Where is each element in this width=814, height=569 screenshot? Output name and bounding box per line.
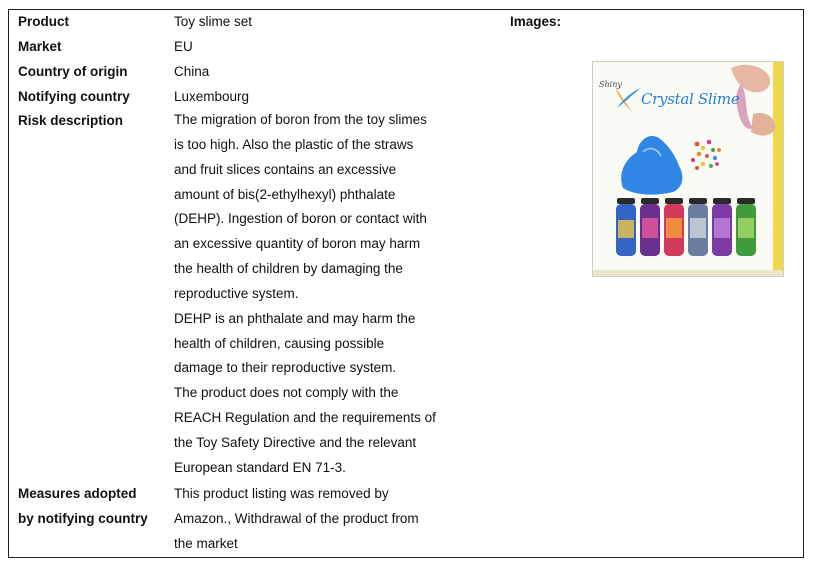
bottle-5 xyxy=(712,198,732,256)
bottle-3 xyxy=(664,198,684,256)
risk-line: REACH Regulation and the requirements of xyxy=(174,410,436,426)
bottle-2 xyxy=(640,198,660,256)
value-product: Toy slime set xyxy=(174,14,253,29)
box-edge-yellow xyxy=(773,62,784,277)
brand-logo-small: Shiny xyxy=(599,80,622,89)
box-bottom-edge xyxy=(593,270,784,277)
risk-line: damage to their reproductive system. xyxy=(174,360,397,376)
label-country-of-origin: Country of origin xyxy=(18,64,128,79)
measures-line: This product listing was removed by xyxy=(174,486,389,501)
risk-line: (DEHP). Ingestion of boron or contact with xyxy=(174,211,427,227)
label-measures-line: Measures adopted xyxy=(18,486,137,501)
risk-line: an excessive quantity of boron may harm xyxy=(174,236,421,252)
bottle-4 xyxy=(688,198,708,256)
risk-line: and fruit slices contains an excessive xyxy=(174,161,397,177)
risk-line: The migration of boron from the toy slimes xyxy=(174,112,427,127)
fruit-slices xyxy=(691,140,721,170)
risk-line: reproductive system. xyxy=(174,285,299,301)
label-product: Product xyxy=(18,14,70,29)
risk-description-text xyxy=(174,108,464,481)
risk-line: health of children, causing possible xyxy=(174,335,385,351)
images-label: Images: xyxy=(510,14,562,29)
label-notifying-country: Notifying country xyxy=(18,89,130,104)
brand-title: Crystal Slime xyxy=(641,90,740,108)
bottle-6 xyxy=(736,198,756,256)
measures-adopted-text xyxy=(174,482,464,557)
risk-line: European standard EN 71-3. xyxy=(174,459,346,475)
hand-top xyxy=(731,65,770,93)
product-photo xyxy=(592,61,784,277)
logo-swoosh-orange xyxy=(615,86,633,112)
bottle-1 xyxy=(616,198,636,256)
label-risk-description: Risk description xyxy=(18,113,124,128)
measures-line: the market xyxy=(174,535,238,551)
value-notifying-country: Luxembourg xyxy=(174,89,250,104)
value-country-of-origin: China xyxy=(174,64,210,79)
label-measures-adopted xyxy=(18,482,148,532)
label-measures-line: by notifying country xyxy=(18,510,148,526)
value-market: EU xyxy=(174,39,193,54)
risk-line: the health of children by damaging the xyxy=(174,261,403,277)
risk-line: amount of bis(2-ethylhexyl) phthalate xyxy=(174,186,396,202)
measures-line: Amazon., Withdrawal of the product from xyxy=(174,510,419,526)
hand-bottom xyxy=(751,113,775,136)
risk-line: the Toy Safety Directive and the relevant xyxy=(174,434,417,450)
risk-line: DEHP is an phthalate and may harm the xyxy=(174,310,416,326)
label-market: Market xyxy=(18,39,62,54)
blue-slime xyxy=(621,136,682,195)
risk-line: is too high. Also the plastic of the straws xyxy=(174,136,414,152)
risk-line: The product does not comply with the xyxy=(174,385,399,401)
